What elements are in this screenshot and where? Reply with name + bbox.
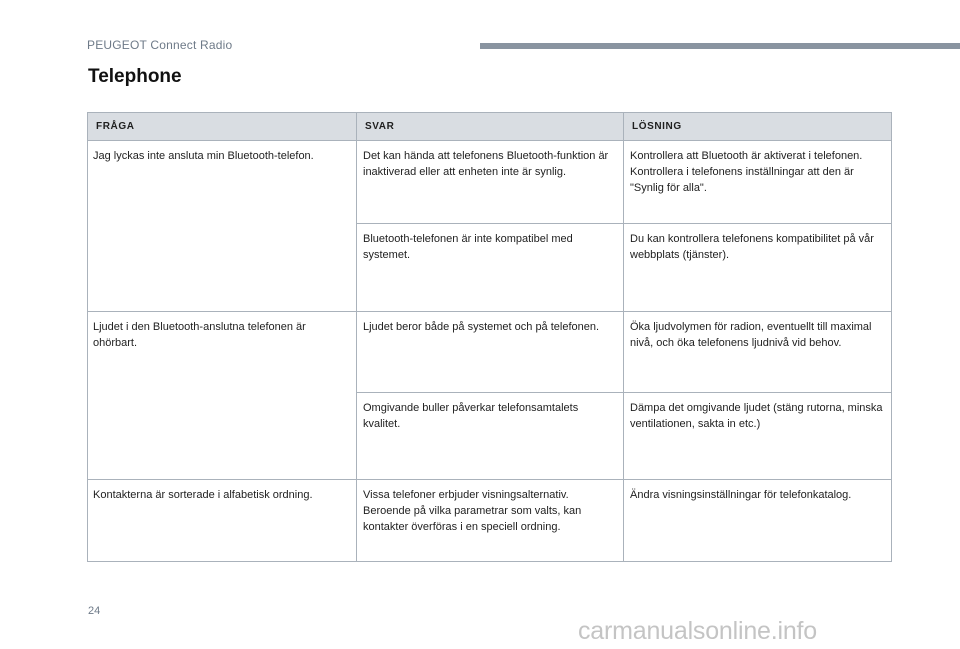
solution-cell: Kontrollera att Bluetooth är aktiverat i telefonen. Kontrollera i telefonens inställningar att den är "Synlig för alla".	[624, 141, 892, 224]
solution-cell: Ändra visningsinställningar för telefonkatalog.	[624, 480, 892, 562]
column-header-question: FRÅGA	[88, 113, 357, 141]
table-header-row	[88, 113, 892, 141]
column-header-solution: LÖSNING	[624, 113, 892, 141]
running-header: PEUGEOT Connect Radio	[87, 38, 233, 52]
watermark: carmanualsonline.info	[578, 617, 818, 645]
answer-cell: Det kan hända att telefonens Bluetooth-funktion är inaktiverad eller att enheten inte är synlig.	[357, 141, 624, 224]
answer-cell: Ljudet beror både på systemet och på telefonen.	[357, 312, 624, 393]
question-cell: Ljudet i den Bluetooth-anslutna telefonen är ohörbart.	[88, 312, 357, 480]
answer-cell: Vissa telefoner erbjuder visningsalternativ. Beroende på vilka parametrar som valts, kan kontakter överföras i en speciell ordning.	[357, 480, 624, 562]
solution-cell: Du kan kontrollera telefonens kompatibilitet på vår webbplats (tjänster).	[624, 224, 892, 312]
header-rule	[480, 43, 960, 49]
answer-cell: Omgivande buller påverkar telefonsamtalets kvalitet.	[357, 393, 624, 480]
answer-cell: Bluetooth-telefonen är inte kompatibel med systemet.	[357, 224, 624, 312]
page-number: 24	[88, 605, 101, 617]
table-row	[88, 312, 892, 393]
table-row	[88, 480, 892, 562]
solution-cell: Öka ljudvolymen för radion, eventuellt till maximal nivå, och öka telefonens ljudnivå vid behov.	[624, 312, 892, 393]
table-row	[88, 141, 892, 224]
solution-cell: Dämpa det omgivande ljudet (stäng rutorna, minska ventilationen, sakta in etc.)	[624, 393, 892, 480]
question-cell: Jag lyckas inte ansluta min Bluetooth-telefon.	[88, 141, 357, 312]
section-title: Telephone	[88, 66, 182, 87]
troubleshooting-table	[87, 112, 892, 562]
column-header-answer: SVAR	[357, 113, 624, 141]
question-cell: Kontakterna är sorterade i alfabetisk ordning.	[88, 480, 357, 562]
